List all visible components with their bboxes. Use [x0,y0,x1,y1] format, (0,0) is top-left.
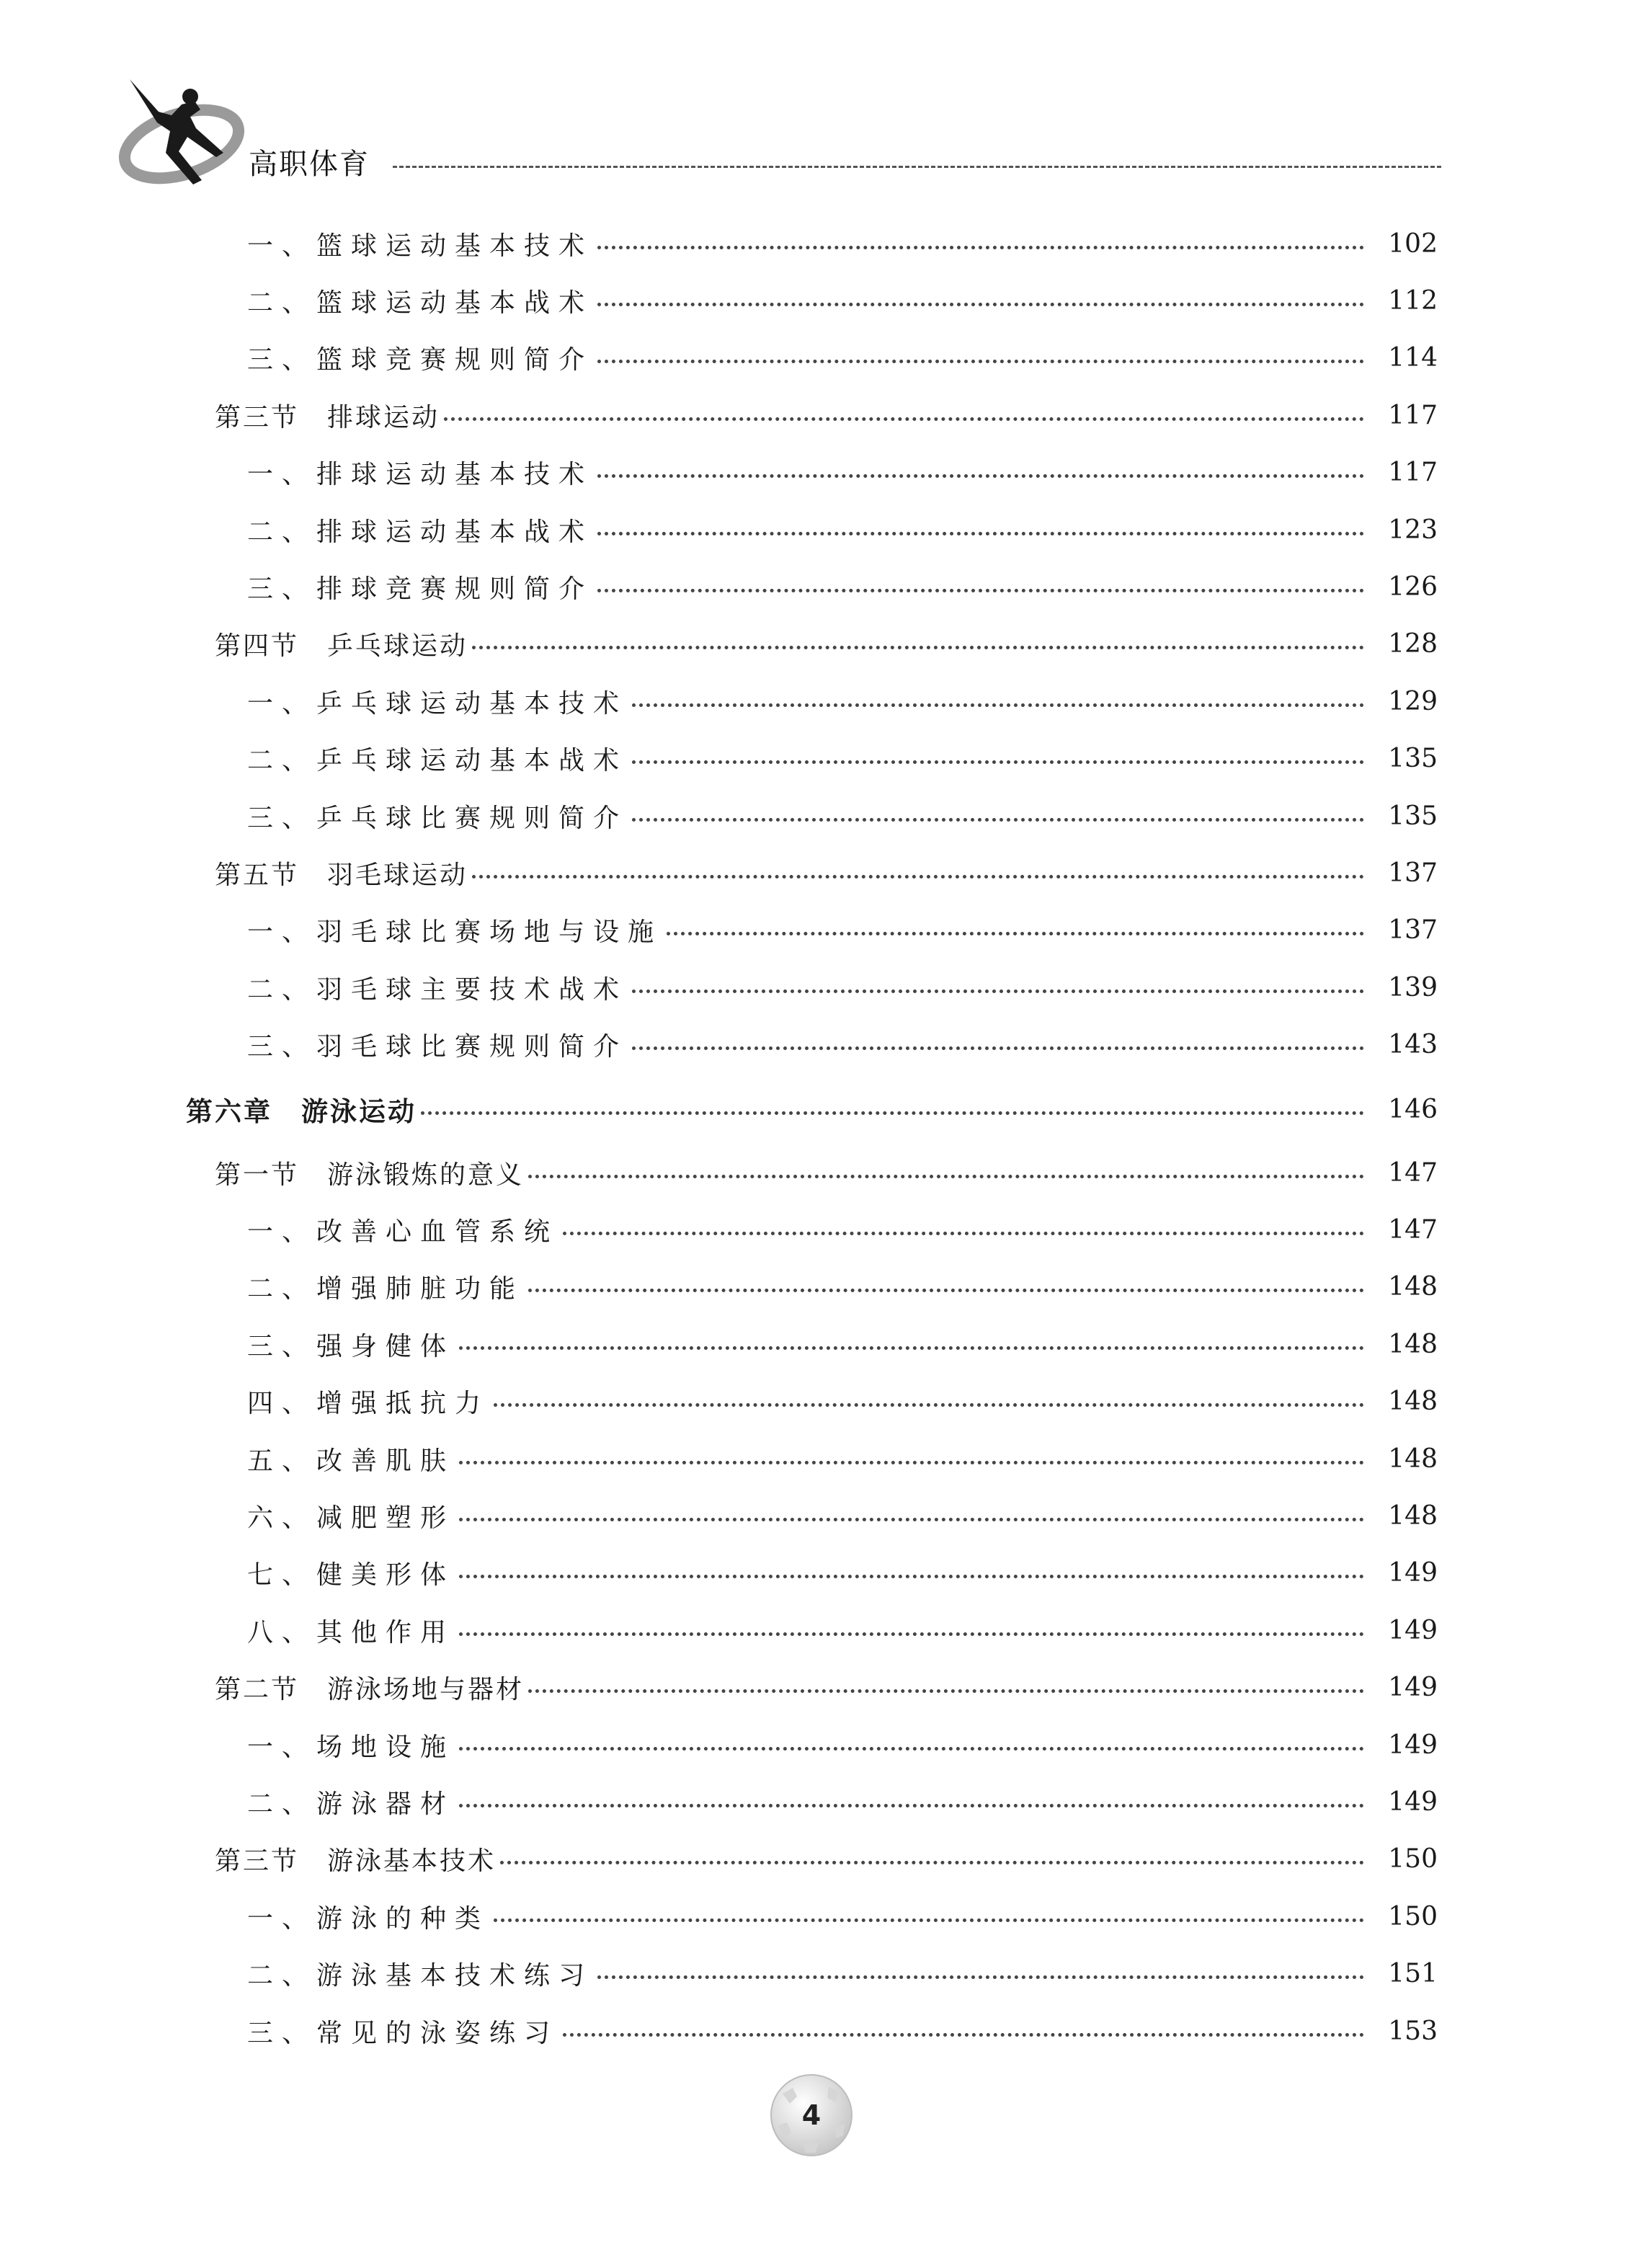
toc-item-row[interactable] [247,1208,1438,1251]
toc-item-row[interactable] [247,1780,1438,1823]
toc-page-number: 148 [1388,1329,1438,1359]
dot-leader [528,1175,1364,1178]
toc-entry-title: 一、羽毛球比赛场地与设施 [247,917,663,948]
toc-entry-title: 一、改善心血管系统 [247,1217,559,1247]
toc-item-row[interactable] [247,1266,1438,1309]
toc-entry-title: 第五节 羽毛球运动 [215,860,468,890]
toc-item-row[interactable] [247,337,1438,380]
toc-page-number: 148 [1388,1444,1438,1474]
dot-leader [597,303,1364,306]
toc-page-number: 117 [1388,458,1438,488]
toc-entry-title: 三、乒乓球比赛规则简介 [247,803,628,833]
toc-entry-title: 八、其他作用 [247,1617,455,1647]
toc-page-number: 102 [1388,228,1438,259]
toc-item-row[interactable] [247,1552,1438,1595]
toc-item-row[interactable] [247,279,1438,322]
dot-leader [632,703,1364,707]
dot-leader [597,589,1364,592]
dot-leader [597,532,1364,535]
book-title: 高职体育 [249,148,370,181]
toc-entry-title: 五、改善肌肤 [247,1446,455,1476]
toc-page-number: 151 [1388,1959,1438,1989]
toc-item-row[interactable] [247,1609,1438,1652]
toc-section-row[interactable] [215,1666,1438,1709]
dot-leader [667,932,1364,935]
dot-leader [459,1461,1364,1464]
toc-entry-title: 一、排球运动基本技术 [247,460,594,490]
toc-item-row[interactable] [247,1437,1438,1480]
toc-page-number: 126 [1388,572,1438,602]
toc-entry-title: 六、减肥塑形 [247,1503,455,1533]
toc-section-row[interactable] [215,1838,1438,1881]
toc-entry-title: 三、排球竞赛规则简介 [247,574,594,604]
toc-page-number: 129 [1388,686,1438,716]
dot-leader [459,1575,1364,1578]
toc-entry-title: 二、游泳基本技术练习 [247,1961,594,1991]
toc-entry-title: 一、游泳的种类 [247,1903,490,1934]
toc-item-row[interactable] [247,794,1438,837]
toc-entry-title: 第三节 游泳基本技术 [215,1846,497,1877]
toc-page-number: 135 [1388,801,1438,831]
toc-page-number: 148 [1388,1272,1438,1302]
toc-item-row[interactable] [247,1494,1438,1537]
toc-item-row[interactable] [247,1380,1438,1423]
toc-entry-title: 三、羽毛球比赛规则简介 [247,1032,628,1062]
toc-item-row[interactable] [247,565,1438,608]
toc-page-number: 150 [1388,1901,1438,1931]
toc-entry-title: 二、增强肺脏功能 [247,1274,525,1304]
toc-entry-title: 三、常见的泳姿练习 [247,2018,559,2048]
dot-leader [472,875,1364,879]
toc-item-row[interactable] [247,1952,1438,1996]
toc-entry-title: 第六章 游泳运动 [186,1096,417,1127]
dot-leader [632,760,1364,764]
toc-item-row[interactable] [247,909,1438,952]
dot-leader [528,1289,1364,1292]
dot-leader [459,1747,1364,1751]
toc-page-number: 153 [1388,2016,1438,2046]
dot-leader [444,417,1364,421]
toc-item-row[interactable] [247,508,1438,551]
toc-entry-title: 四、增强抵抗力 [247,1389,490,1419]
toc-page-number: 149 [1388,1673,1438,1703]
dot-leader [459,1632,1364,1636]
page-number: 4 [801,2099,822,2131]
toc-item-row[interactable] [247,1023,1438,1067]
toc-page-number: 149 [1388,1615,1438,1645]
toc-entry-title: 二、排球运动基本战术 [247,517,594,547]
speed-skater-logo-icon [115,72,245,195]
toc-page-number: 149 [1388,1558,1438,1588]
toc-entry-title: 第二节 游泳场地与器材 [215,1675,525,1705]
toc-page-number: 148 [1388,1500,1438,1531]
toc-page-number: 117 [1388,400,1438,430]
dot-leader [494,1918,1364,1922]
toc-item-row[interactable] [247,737,1438,781]
toc-entry-title: 七、健美形体 [247,1560,455,1591]
toc-entry-title: 二、羽毛球主要技术战术 [247,974,628,1005]
dot-leader [500,1861,1364,1864]
toc-page-number: 128 [1388,629,1438,659]
toc-entry-title: 一、篮球运动基本技术 [247,231,594,261]
toc-entry-title: 三、篮球竞赛规则简介 [247,345,594,375]
dot-leader [528,1689,1364,1693]
dot-leader [597,1975,1364,1979]
toc-item-row[interactable] [247,1723,1438,1766]
header-divider [393,166,1441,168]
toc-item-row[interactable] [247,1322,1438,1366]
toc-section-row[interactable] [215,393,1438,437]
toc-entry-title: 第四节 乒乓球运动 [215,631,468,662]
dot-leader [632,1046,1364,1050]
toc-item-row[interactable] [247,680,1438,723]
dot-leader [421,1111,1364,1115]
toc-page-number: 137 [1388,915,1438,946]
toc-section-row[interactable] [215,851,1438,894]
toc-entry-title: 三、强身健体 [247,1331,455,1361]
toc-entry-title: 一、场地设施 [247,1732,455,1762]
dot-leader [563,1232,1364,1235]
toc-entry-title: 二、乒乓球运动基本战术 [247,746,628,776]
toc-item-row[interactable] [247,966,1438,1009]
dot-leader [459,1804,1364,1807]
toc-entry-title: 一、乒乓球运动基本技术 [247,688,628,719]
toc-page-number: 148 [1388,1387,1438,1417]
toc-page-number: 114 [1388,343,1438,373]
toc-entry-title: 第三节 排球运动 [215,402,440,432]
toc-page-number: 147 [1388,1214,1438,1245]
toc-entry-title: 第一节 游泳锻炼的意义 [215,1160,525,1190]
toc-page-number: 143 [1388,1030,1438,1060]
dot-leader [597,246,1364,249]
toc-page-number: 137 [1388,858,1438,888]
toc-page-number: 123 [1388,515,1438,545]
toc-page-number: 150 [1388,1844,1438,1875]
toc-item-row[interactable] [247,222,1438,265]
dot-leader [472,646,1364,649]
toc-item-row[interactable] [247,451,1438,494]
toc-page-number: 149 [1388,1787,1438,1817]
dot-leader [459,1346,1364,1350]
toc-item-row[interactable] [247,2009,1438,2053]
toc-page-number: 146 [1388,1094,1438,1124]
dot-leader [563,2033,1364,2037]
toc-page-number: 147 [1388,1157,1438,1188]
dot-leader [632,990,1364,993]
page-header [0,0,1625,216]
toc-page-number: 112 [1388,285,1438,316]
toc-entry-title: 二、游泳器材 [247,1789,455,1819]
toc-page-number: 135 [1388,744,1438,774]
dot-leader [597,474,1364,478]
toc-item-row[interactable] [247,1895,1438,1938]
toc-page-number: 149 [1388,1730,1438,1760]
dot-leader [632,818,1364,822]
dot-leader [459,1518,1364,1521]
toc-entry-title: 二、篮球运动基本战术 [247,288,594,318]
toc-section-row[interactable] [215,623,1438,666]
toc-chapter-row[interactable] [186,1088,1438,1131]
toc-section-row[interactable] [215,1151,1438,1194]
dot-leader [494,1403,1364,1407]
toc-page-number: 139 [1388,972,1438,1002]
dot-leader [597,360,1364,363]
